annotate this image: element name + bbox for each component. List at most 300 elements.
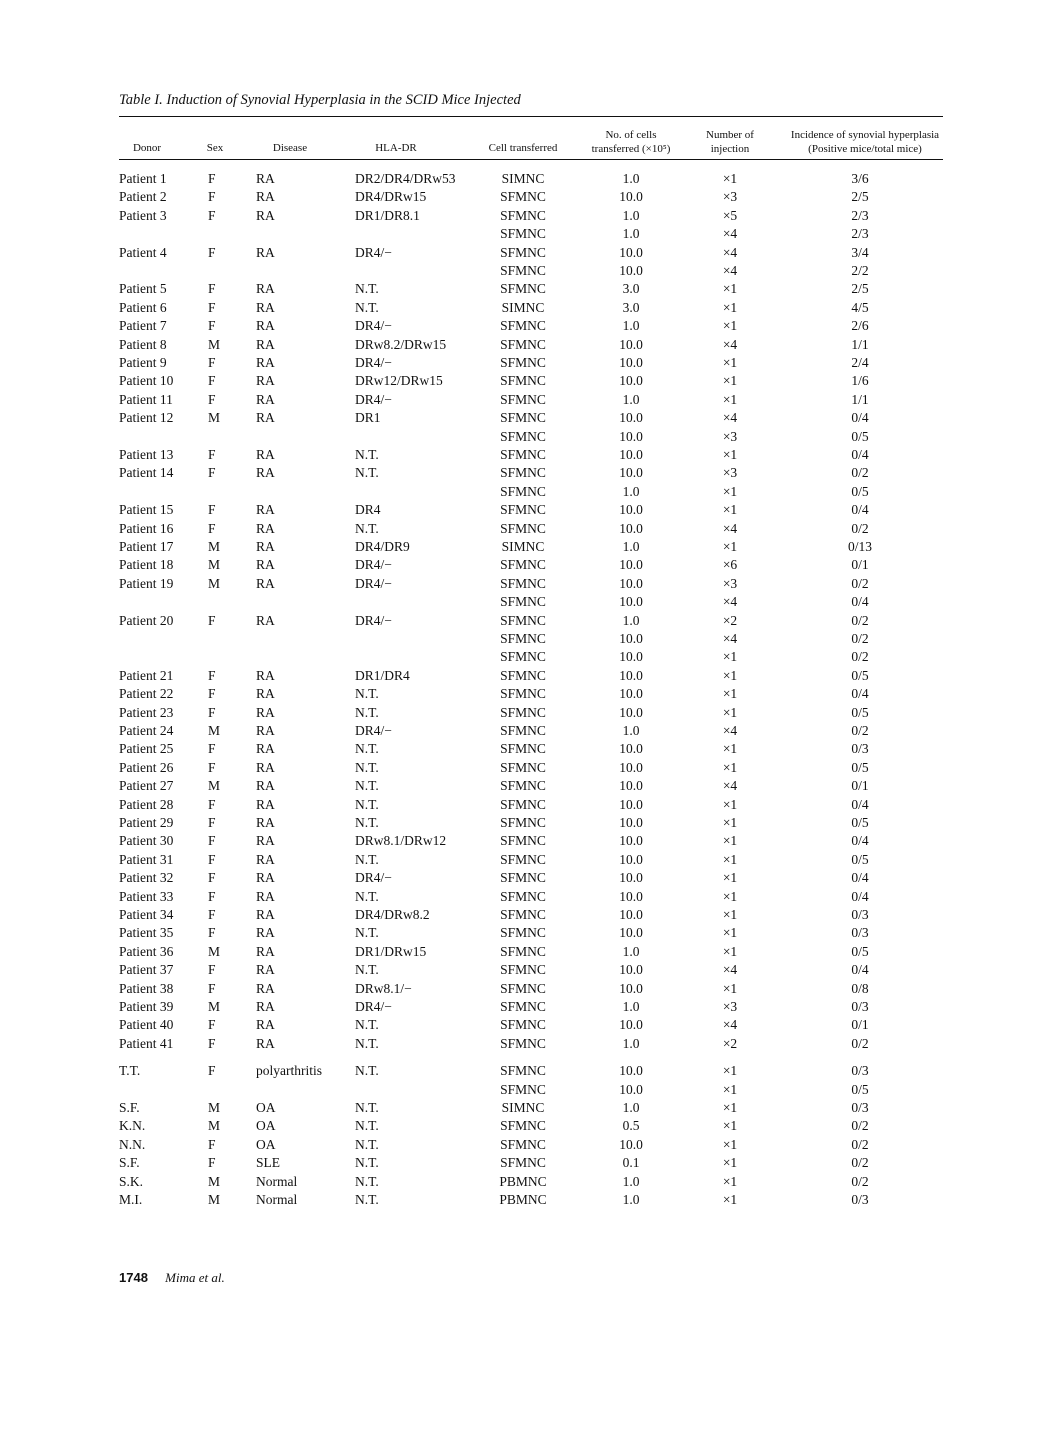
cell-donor: Patient 28 — [119, 796, 174, 812]
cell-cell-transferred: SFMNC — [500, 1155, 546, 1171]
table-row — [0, 372, 1041, 390]
cell-donor: Patient 3 — [119, 207, 167, 223]
cell-cell-transferred: SFMNC — [500, 999, 546, 1014]
cell-hla-dr: DRw8.1/− — [355, 980, 412, 996]
cell-donor: Patient 17 — [119, 539, 174, 554]
cell-disease: RA — [256, 925, 275, 941]
cell-disease: RA — [256, 980, 275, 996]
cell-hla-dr: DR4/− — [355, 391, 392, 407]
cell-no-of-cells: 10.0 — [619, 465, 643, 481]
cell-sex: F — [208, 502, 216, 518]
table-row — [0, 1099, 1041, 1117]
cell-sex: M — [208, 557, 221, 573]
cell-disease: Normal — [256, 1192, 298, 1207]
cell-number-of-injection: ×4 — [722, 226, 738, 242]
cell-donor: Patient 11 — [119, 391, 173, 407]
cell-incidence: 0/3 — [851, 925, 869, 941]
cell-incidence: 2/3 — [851, 226, 869, 242]
cell-incidence: 0/2 — [851, 631, 869, 646]
cell-sex: F — [208, 189, 216, 205]
cell-no-of-cells: 10.0 — [619, 1017, 643, 1033]
table-row — [0, 1016, 1041, 1034]
cell-donor: Patient 27 — [119, 778, 174, 794]
cell-sex: F — [208, 373, 216, 389]
header-donor: Donor — [132, 142, 162, 154]
cell-disease: RA — [256, 704, 275, 720]
cell-sex: F — [208, 704, 216, 720]
table-row — [0, 906, 1041, 924]
cell-number-of-injection: ×4 — [722, 778, 738, 794]
cell-disease: RA — [256, 962, 275, 978]
cell-incidence: 0/4 — [851, 594, 869, 610]
cell-sex: F — [208, 244, 216, 260]
cell-donor: S.F. — [119, 1100, 140, 1115]
cell-number-of-injection: ×1 — [722, 318, 738, 334]
cell-sex: F — [208, 1063, 216, 1079]
cell-disease: RA — [256, 355, 275, 370]
cell-cell-transferred: SFMNC — [500, 226, 546, 242]
cell-no-of-cells: 1.0 — [622, 207, 640, 223]
cell-disease: RA — [256, 833, 275, 849]
cell-cell-transferred: SFMNC — [500, 943, 546, 959]
cell-hla-dr: N.T. — [355, 1063, 379, 1079]
cell-hla-dr: DR4/− — [355, 355, 392, 370]
cell-sex: F — [208, 612, 216, 628]
cell-sex: M — [208, 943, 221, 959]
cell-disease: Normal — [256, 1173, 298, 1189]
cell-hla-dr: DR4/− — [355, 612, 392, 628]
cell-donor: Patient 33 — [119, 888, 174, 904]
cell-incidence: 0/3 — [851, 1063, 869, 1079]
header-incidence — [780, 128, 950, 156]
cell-number-of-injection: ×1 — [722, 925, 738, 941]
table-row — [0, 575, 1041, 593]
table-row — [0, 188, 1041, 206]
cell-number-of-injection: ×1 — [722, 1192, 738, 1207]
cell-disease: RA — [256, 851, 275, 867]
cell-cell-transferred: SIMNC — [501, 1100, 545, 1115]
cell-no-of-cells: 10.0 — [619, 667, 643, 683]
cell-cell-transferred: SFMNC — [500, 1063, 546, 1079]
cell-cell-transferred: SFMNC — [500, 631, 546, 646]
cell-disease: RA — [256, 888, 275, 904]
cell-no-of-cells: 1.0 — [622, 1192, 640, 1207]
cell-number-of-injection: ×1 — [722, 888, 738, 904]
cell-hla-dr: N.T. — [355, 815, 379, 830]
cell-hla-dr: DR4/DR9 — [355, 539, 410, 554]
cell-disease: RA — [256, 723, 275, 738]
cell-number-of-injection: ×1 — [722, 281, 738, 297]
cell-disease: RA — [256, 447, 275, 462]
cell-incidence: 0/5 — [851, 667, 869, 683]
table-row — [0, 354, 1041, 372]
cell-no-of-cells: 3.0 — [622, 281, 640, 297]
cell-no-of-cells: 10.0 — [619, 263, 643, 278]
cell-sex: F — [208, 391, 216, 407]
cell-hla-dr: N.T. — [355, 447, 379, 462]
cell-cell-transferred: SFMNC — [500, 1035, 546, 1051]
cell-hla-dr: N.T. — [355, 759, 379, 775]
cell-cell-transferred: SFMNC — [500, 778, 546, 794]
table-row — [0, 1081, 1041, 1099]
cell-incidence: 0/13 — [847, 539, 872, 554]
cell-no-of-cells: 1.0 — [622, 612, 640, 628]
table-top-rule — [119, 116, 943, 117]
cell-cell-transferred: SFMNC — [500, 336, 546, 352]
cell-incidence: 2/6 — [851, 318, 869, 334]
cell-incidence: 4/5 — [851, 299, 869, 315]
cell-incidence: 1/6 — [851, 373, 869, 389]
table-row — [0, 796, 1041, 814]
cell-incidence: 0/5 — [851, 428, 869, 444]
table-row — [0, 924, 1041, 942]
cell-number-of-injection: ×3 — [722, 465, 738, 481]
cell-donor: Patient 20 — [119, 612, 174, 628]
table-caption: Table I. Induction of Synovial Hyperplasia in the SCID Mice Injected — [119, 92, 521, 108]
cell-donor: Patient 16 — [119, 520, 174, 536]
cell-incidence: 2/5 — [851, 281, 869, 297]
cell-sex: F — [208, 925, 216, 941]
cell-disease: RA — [256, 999, 275, 1014]
cell-donor: Patient 30 — [119, 833, 174, 849]
cell-incidence: 0/5 — [851, 759, 869, 775]
cell-hla-dr: N.T. — [355, 741, 379, 757]
cell-sex: F — [208, 520, 216, 536]
cell-incidence: 3/4 — [851, 244, 869, 260]
cell-no-of-cells: 10.0 — [619, 925, 643, 941]
cell-donor: N.N. — [119, 1136, 146, 1152]
cell-number-of-injection: ×1 — [722, 649, 738, 665]
cell-donor: Patient 37 — [119, 962, 174, 978]
cell-disease: RA — [256, 539, 275, 554]
cell-no-of-cells: 10.0 — [619, 907, 643, 922]
cell-sex: F — [208, 962, 216, 978]
cell-number-of-injection: ×1 — [722, 907, 738, 922]
cell-donor: Patient 29 — [119, 815, 174, 830]
table-row — [0, 280, 1041, 298]
cell-hla-dr: DR1/DR4 — [355, 667, 410, 683]
table-row — [0, 501, 1041, 519]
cell-cell-transferred: SFMNC — [500, 502, 546, 518]
cell-incidence: 0/2 — [851, 575, 869, 591]
table-row — [0, 980, 1041, 998]
cell-no-of-cells: 1.0 — [622, 723, 640, 738]
cell-sex: F — [208, 1155, 216, 1171]
cell-hla-dr: N.T. — [355, 686, 379, 702]
cell-disease: RA — [256, 943, 275, 959]
header-incidence-line1: Incidence of synovial hyperplasia — [790, 129, 940, 141]
cell-incidence: 0/5 — [851, 483, 869, 499]
header-no-cells — [583, 128, 679, 156]
cell-hla-dr: N.T. — [355, 778, 379, 794]
cell-no-of-cells: 10.0 — [619, 796, 643, 812]
cell-no-of-cells: 10.0 — [619, 189, 643, 205]
cell-number-of-injection: ×1 — [722, 943, 738, 959]
cell-disease: SLE — [256, 1155, 281, 1171]
cell-donor: Patient 6 — [119, 299, 167, 315]
cell-donor: M.I. — [119, 1192, 143, 1207]
table-row — [0, 428, 1041, 446]
cell-incidence: 0/2 — [851, 1136, 869, 1152]
cell-cell-transferred: SFMNC — [500, 980, 546, 996]
cell-sex: F — [208, 796, 216, 812]
cell-disease: RA — [256, 520, 275, 536]
table-row — [0, 704, 1041, 722]
cell-incidence: 0/5 — [851, 851, 869, 867]
cell-donor: Patient 25 — [119, 741, 174, 757]
cell-cell-transferred: SFMNC — [500, 355, 546, 370]
cell-sex: F — [208, 851, 216, 867]
cell-sex: M — [208, 539, 221, 554]
cell-hla-dr: DRw12/DRw15 — [355, 373, 443, 389]
cell-cell-transferred: SFMNC — [500, 318, 546, 334]
running-authors: Mima et al. — [165, 1270, 225, 1285]
cell-hla-dr: DR4/− — [355, 870, 392, 886]
cell-no-of-cells: 1.0 — [622, 483, 640, 499]
cell-disease: OA — [256, 1118, 276, 1134]
table-row — [0, 943, 1041, 961]
cell-hla-dr: N.T. — [355, 925, 379, 941]
cell-incidence: 0/2 — [851, 723, 869, 738]
cell-donor: Patient 34 — [119, 907, 174, 922]
cell-hla-dr: N.T. — [355, 888, 379, 904]
cell-number-of-injection: ×1 — [722, 1136, 738, 1152]
table-row — [0, 336, 1041, 354]
cell-no-of-cells: 0.1 — [622, 1155, 640, 1171]
cell-no-of-cells: 10.0 — [619, 244, 643, 260]
cell-sex: M — [208, 1192, 221, 1207]
cell-sex: F — [208, 207, 216, 223]
table-row — [0, 1035, 1041, 1053]
cell-donor: Patient 2 — [119, 189, 167, 205]
cell-hla-dr: N.T. — [355, 1017, 379, 1033]
cell-number-of-injection: ×1 — [722, 391, 738, 407]
table-row — [0, 1191, 1041, 1209]
cell-number-of-injection: ×1 — [722, 686, 738, 702]
cell-sex: M — [208, 410, 221, 426]
cell-donor: Patient 41 — [119, 1035, 174, 1051]
cell-cell-transferred: SFMNC — [500, 428, 546, 444]
cell-disease: RA — [256, 1035, 275, 1051]
cell-number-of-injection: ×1 — [722, 796, 738, 812]
cell-hla-dr: DR1/DRw15 — [355, 943, 427, 959]
cell-number-of-injection: ×4 — [722, 410, 738, 426]
cell-disease: RA — [256, 244, 275, 260]
cell-donor: Patient 18 — [119, 557, 174, 573]
cell-hla-dr: N.T. — [355, 465, 379, 481]
cell-donor: Patient 36 — [119, 943, 174, 959]
cell-cell-transferred: SFMNC — [500, 244, 546, 260]
cell-number-of-injection: ×1 — [722, 741, 738, 757]
cell-donor: Patient 9 — [119, 355, 167, 370]
cell-no-of-cells: 1.0 — [622, 226, 640, 242]
cell-no-of-cells: 10.0 — [619, 759, 643, 775]
cell-cell-transferred: SFMNC — [500, 925, 546, 941]
cell-no-of-cells: 0.5 — [622, 1118, 640, 1134]
cell-disease: OA — [256, 1100, 276, 1115]
cell-sex: M — [208, 999, 221, 1014]
cell-cell-transferred: SFMNC — [500, 410, 546, 426]
cell-number-of-injection: ×4 — [722, 263, 738, 278]
cell-no-of-cells: 10.0 — [619, 447, 643, 462]
header-incidence-line2: (Positive mice/total mice) — [808, 143, 922, 155]
table-row — [0, 593, 1041, 611]
cell-no-of-cells: 1.0 — [622, 318, 640, 334]
cell-incidence: 2/5 — [851, 189, 869, 205]
table-row — [0, 464, 1041, 482]
cell-disease: RA — [256, 410, 275, 426]
table-row — [0, 1117, 1041, 1135]
cell-sex: M — [208, 1100, 221, 1115]
table-row — [0, 207, 1041, 225]
cell-donor: Patient 32 — [119, 870, 174, 886]
cell-donor: Patient 7 — [119, 318, 167, 334]
cell-hla-dr: N.T. — [355, 1155, 379, 1171]
cell-disease: RA — [256, 171, 275, 186]
cell-cell-transferred: SIMNC — [501, 299, 545, 315]
cell-sex: F — [208, 667, 216, 683]
table-row — [0, 483, 1041, 501]
cell-disease: RA — [256, 465, 275, 481]
cell-incidence: 2/2 — [851, 263, 869, 278]
cell-disease: RA — [256, 318, 275, 334]
cell-disease: RA — [256, 870, 275, 886]
cell-incidence: 0/1 — [851, 778, 869, 794]
cell-incidence: 0/5 — [851, 943, 869, 959]
cell-no-of-cells: 10.0 — [619, 888, 643, 904]
cell-no-of-cells: 10.0 — [619, 336, 643, 352]
cell-no-of-cells: 1.0 — [622, 1173, 640, 1189]
cell-sex: F — [208, 1136, 216, 1152]
cell-incidence: 0/4 — [851, 870, 869, 886]
cell-no-of-cells: 1.0 — [622, 1100, 640, 1115]
cell-number-of-injection: ×1 — [722, 171, 738, 186]
cell-number-of-injection: ×1 — [722, 355, 738, 370]
cell-disease: RA — [256, 907, 275, 922]
cell-sex: F — [208, 907, 216, 922]
table-row — [0, 888, 1041, 906]
cell-disease: RA — [256, 207, 275, 223]
cell-no-of-cells: 1.0 — [622, 999, 640, 1014]
table-row — [0, 722, 1041, 740]
cell-sex: F — [208, 686, 216, 702]
cell-number-of-injection: ×3 — [722, 575, 738, 591]
cell-hla-dr: DR4/DRw8.2 — [355, 907, 430, 922]
cell-donor: S.K. — [119, 1173, 144, 1189]
cell-incidence: 0/2 — [851, 612, 869, 628]
cell-donor: Patient 26 — [119, 759, 174, 775]
cell-sex: F — [208, 815, 216, 830]
cell-disease: RA — [256, 557, 275, 573]
cell-no-of-cells: 1.0 — [622, 943, 640, 959]
cell-incidence: 0/3 — [851, 741, 869, 757]
header-disease: Disease — [272, 142, 308, 154]
table-row — [0, 961, 1041, 979]
cell-no-of-cells: 10.0 — [619, 373, 643, 389]
cell-disease: RA — [256, 667, 275, 683]
cell-hla-dr: N.T. — [355, 1035, 379, 1051]
cell-cell-transferred: PBMNC — [499, 1192, 547, 1207]
cell-incidence: 0/4 — [851, 410, 869, 426]
table-row — [0, 244, 1041, 262]
cell-number-of-injection: ×6 — [722, 557, 738, 573]
table-row — [0, 520, 1041, 538]
table-row — [0, 740, 1041, 758]
cell-hla-dr: DR2/DR4/DRw53 — [355, 171, 456, 186]
cell-number-of-injection: ×1 — [722, 1100, 738, 1115]
cell-incidence: 0/2 — [851, 1035, 869, 1051]
cell-number-of-injection: ×2 — [722, 1035, 738, 1051]
cell-no-of-cells: 10.0 — [619, 355, 643, 370]
cell-hla-dr: N.T. — [355, 1192, 379, 1207]
cell-sex: F — [208, 888, 216, 904]
cell-no-of-cells: 1.0 — [622, 171, 640, 186]
cell-incidence: 0/3 — [851, 999, 869, 1014]
cell-number-of-injection: ×4 — [722, 723, 738, 738]
header-hla: HLA-DR — [375, 142, 417, 154]
cell-no-of-cells: 10.0 — [619, 594, 643, 610]
cell-donor: Patient 1 — [119, 171, 167, 186]
cell-cell-transferred: SFMNC — [500, 759, 546, 775]
cell-number-of-injection: ×4 — [722, 244, 738, 260]
cell-no-of-cells: 10.0 — [619, 851, 643, 867]
cell-incidence: 3/6 — [851, 171, 869, 186]
cell-number-of-injection: ×1 — [722, 299, 738, 315]
cell-disease: RA — [256, 686, 275, 702]
cell-hla-dr: DR4/− — [355, 723, 392, 738]
table-row — [0, 667, 1041, 685]
cell-cell-transferred: SFMNC — [500, 796, 546, 812]
table-row — [0, 814, 1041, 832]
header-sex: Sex — [206, 142, 224, 154]
header-injection — [690, 128, 770, 156]
cell-incidence: 0/5 — [851, 815, 869, 830]
cell-number-of-injection: ×1 — [722, 1173, 738, 1189]
cell-cell-transferred: SIMNC — [501, 539, 545, 554]
cell-disease: OA — [256, 1136, 276, 1152]
header-no-cells-line1: No. of cells — [605, 129, 657, 141]
table-row — [0, 446, 1041, 464]
cell-incidence: 0/4 — [851, 796, 869, 812]
page-number: 1748 — [119, 1270, 148, 1285]
cell-hla-dr: N.T. — [355, 1136, 379, 1152]
cell-no-of-cells: 10.0 — [619, 631, 643, 646]
cell-cell-transferred: SFMNC — [500, 1136, 546, 1152]
cell-hla-dr: N.T. — [355, 704, 379, 720]
cell-incidence: 0/4 — [851, 686, 869, 702]
cell-cell-transferred: SFMNC — [500, 520, 546, 536]
header-injection-line2: injection — [710, 143, 750, 155]
cell-incidence: 0/3 — [851, 1192, 869, 1207]
cell-donor: Patient 8 — [119, 336, 167, 352]
cell-incidence: 0/3 — [851, 907, 869, 922]
cell-cell-transferred: SFMNC — [500, 686, 546, 702]
cell-hla-dr: N.T. — [355, 1118, 379, 1134]
cell-number-of-injection: ×1 — [722, 980, 738, 996]
table-row — [0, 1154, 1041, 1172]
cell-number-of-injection: ×1 — [722, 704, 738, 720]
cell-donor: Patient 21 — [119, 667, 174, 683]
cell-cell-transferred: SFMNC — [500, 207, 546, 223]
cell-cell-transferred: SFMNC — [500, 815, 546, 830]
cell-cell-transferred: SFMNC — [500, 870, 546, 886]
table-row — [0, 612, 1041, 630]
cell-incidence: 0/8 — [851, 980, 869, 996]
cell-no-of-cells: 10.0 — [619, 557, 643, 573]
cell-hla-dr: N.T. — [355, 299, 379, 315]
cell-disease: RA — [256, 575, 275, 591]
cell-sex: F — [208, 741, 216, 757]
